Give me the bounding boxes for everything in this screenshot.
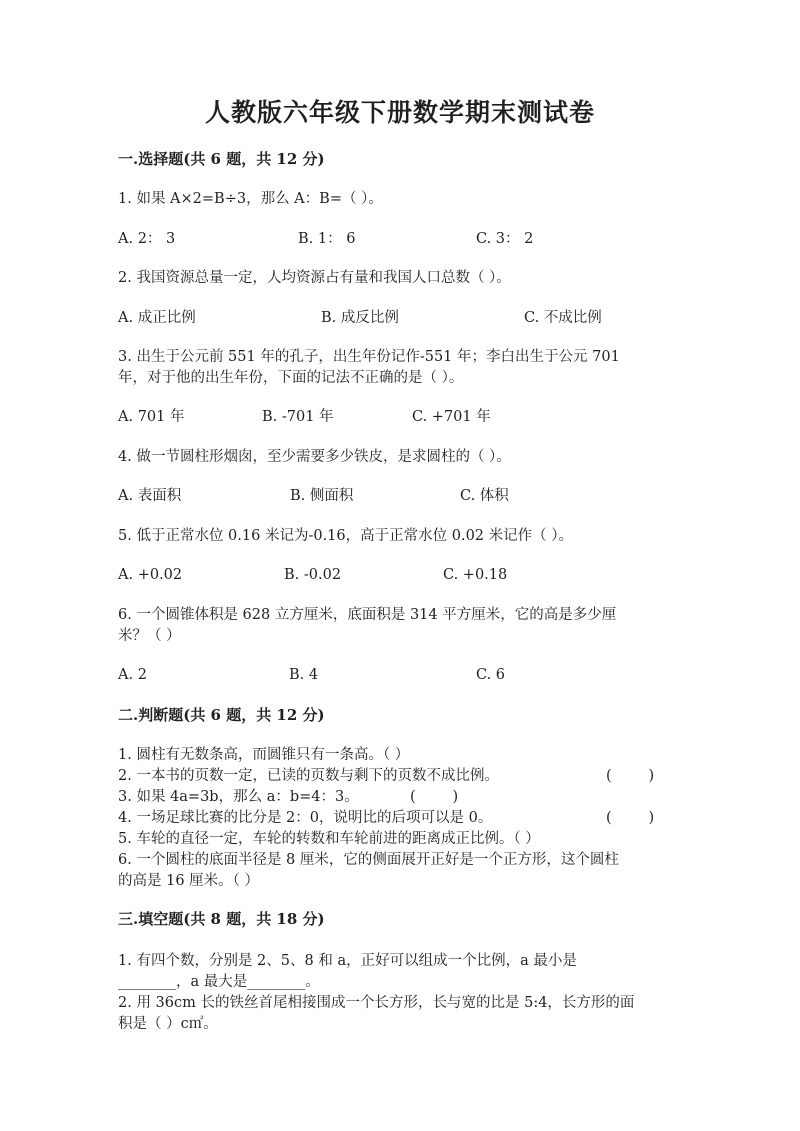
option-c: C. +701 年 [412, 409, 491, 425]
judge-item-6-line-1: 6. 一个圆柱的底面半径是 8 厘米，它的侧面展开正好是一个正方形，这个圆柱 [118, 852, 619, 868]
option-c: C. 6 [476, 667, 506, 683]
fill-item-1-line-2: ________，a 最大是________。 [118, 974, 320, 990]
option-b: B. 1： 6 [298, 231, 356, 247]
option-c: C. 3： 2 [476, 231, 534, 247]
section-heading-judge: 二.判断题(共 6 题，共 12 分) [118, 706, 325, 724]
question-6-line-2: 米？（ ） [118, 628, 181, 644]
option-c: C. 不成比例 [524, 310, 602, 326]
option-c: C. 体积 [460, 488, 509, 504]
option-a: A. 2： 3 [118, 231, 176, 247]
question-4: 4. 做一节圆柱形烟囱，至少需要多少铁皮，是求圆柱的（ ）。 [118, 449, 511, 465]
judge-item-5: 5. 车轮的直径一定，车轮的转数和车轮前进的距离成正比例。（ ） [118, 831, 540, 847]
question-3-line-2: 年，对于他的出生年份，下面的记法不正确的是（ ）。 [118, 370, 464, 386]
option-b: B. 成反比例 [321, 310, 399, 326]
option-c: C. +0.18 [443, 567, 508, 583]
page-title: 人教版六年级下册数学期末测试卷 [204, 98, 595, 127]
option-b: B. -0.02 [284, 567, 342, 583]
option-a: A. 2 [118, 667, 147, 683]
judge-item-2: 2. 一本书的页数一定，已读的页数与剩下的页数不成比例。 [118, 768, 499, 784]
fill-item-1-line-1: 1. 有四个数，分别是 2、5、8 和 a，正好可以组成一个比例，a 最小是 [118, 953, 577, 969]
question-2: 2. 我国资源总量一定，人均资源占有量和我国人口总数（ ）。 [118, 270, 511, 286]
section-heading-fill: 三.填空题(共 8 题，共 18 分) [118, 910, 325, 928]
answer-paren: ( ) [606, 768, 655, 784]
question-1: 1. 如果 A×2=B÷3，那么 A：B=（ ）。 [118, 191, 383, 207]
judge-item-6-line-2: 的高是 16 厘米。（ ） [118, 873, 260, 889]
question-3-line-1: 3. 出生于公元前 551 年的孔子，出生年份记作-551 年；李白出生于公元 701 [118, 349, 620, 365]
option-a: A. 成正比例 [118, 310, 196, 326]
option-a: A. 表面积 [118, 488, 182, 504]
judge-item-3: 3. 如果 4a=3b，那么 a：b=4：3。 [118, 789, 359, 805]
judge-item-1: 1. 圆柱有无数条高，而圆锥只有一条高。（ ） [118, 747, 410, 763]
question-5: 5. 低于正常水位 0.16 米记为-0.16，高于正常水位 0.02 米记作（ ）。 [118, 528, 573, 544]
fill-item-2-line-1: 2. 用 36cm 长的铁丝首尾相接围成一个长方形，长与宽的比是 5:4，长方形的面 [118, 995, 635, 1011]
answer-paren: ( ) [606, 810, 655, 826]
fill-item-2-line-2: 积是（ ）c㎡。 [118, 1016, 218, 1032]
judge-item-4: 4. 一场足球比赛的比分是 2：0，说明比的后项可以是 0。 [118, 810, 493, 826]
option-a: A. +0.02 [118, 567, 183, 583]
option-b: B. -701 年 [262, 409, 334, 425]
question-6-line-1: 6. 一个圆锥体积是 628 立方厘米，底面积是 314 平方厘米，它的高是多少厘 [118, 607, 617, 623]
answer-paren: ( ) [410, 789, 459, 805]
section-heading-choice: 一.选择题(共 6 题，共 12 分) [118, 150, 325, 168]
option-a: A. 701 年 [118, 409, 185, 425]
option-b: B. 侧面积 [290, 488, 354, 504]
option-b: B. 4 [289, 667, 319, 683]
